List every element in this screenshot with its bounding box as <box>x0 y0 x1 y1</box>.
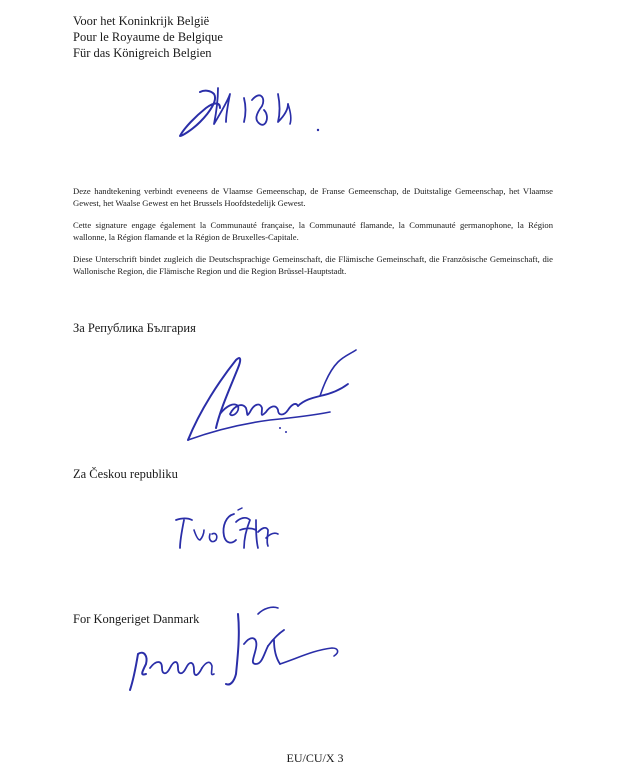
belgium-note-french: Cette signature engage également la Communauté française, la Communauté flamande, la Communauté germanophone, la Région wallonne, la Région flamande et la Région de Bruxelles-Capitale. <box>73 220 553 242</box>
bulgaria-heading: За Република България <box>73 321 196 335</box>
signature-czech <box>170 500 290 570</box>
belgium-heading <box>73 13 223 61</box>
signature-denmark <box>118 594 348 704</box>
belgium-heading-french: Pour le Royaume de Belgique <box>73 30 223 44</box>
belgium-heading-dutch: Voor het Koninkrijk België <box>73 14 210 28</box>
belgium-signature-note <box>73 186 553 288</box>
denmark-heading: For Kongeriget Danmark <box>73 612 200 626</box>
belgium-note-dutch: Deze handtekening verbindt eveneens de Vlaamse Gemeenschap, de Franse Gemeenschap, de Duitstalige Gemeenschap, het Vlaamse Gewest, het Waalse Gewest en het Brussels Hoofdstedelijk Gewest. <box>73 186 553 208</box>
belgium-heading-german: Für das Königreich Belgien <box>73 46 212 60</box>
czech-heading: Za Českou republiku <box>73 467 178 481</box>
signature-belgium <box>170 70 330 150</box>
belgium-note-german: Diese Unterschrift bindet zugleich die Deutschsprachige Gemeinschaft, die Flämische Gemeinschaft, die Französische Gemeinschaft, die Wallonische Region, die Flämische Region und die Region Brüssel-Hauptstadt. <box>73 254 553 276</box>
document-reference: EU/CU/X 3 <box>286 751 344 765</box>
signature-bulgaria <box>180 340 380 450</box>
